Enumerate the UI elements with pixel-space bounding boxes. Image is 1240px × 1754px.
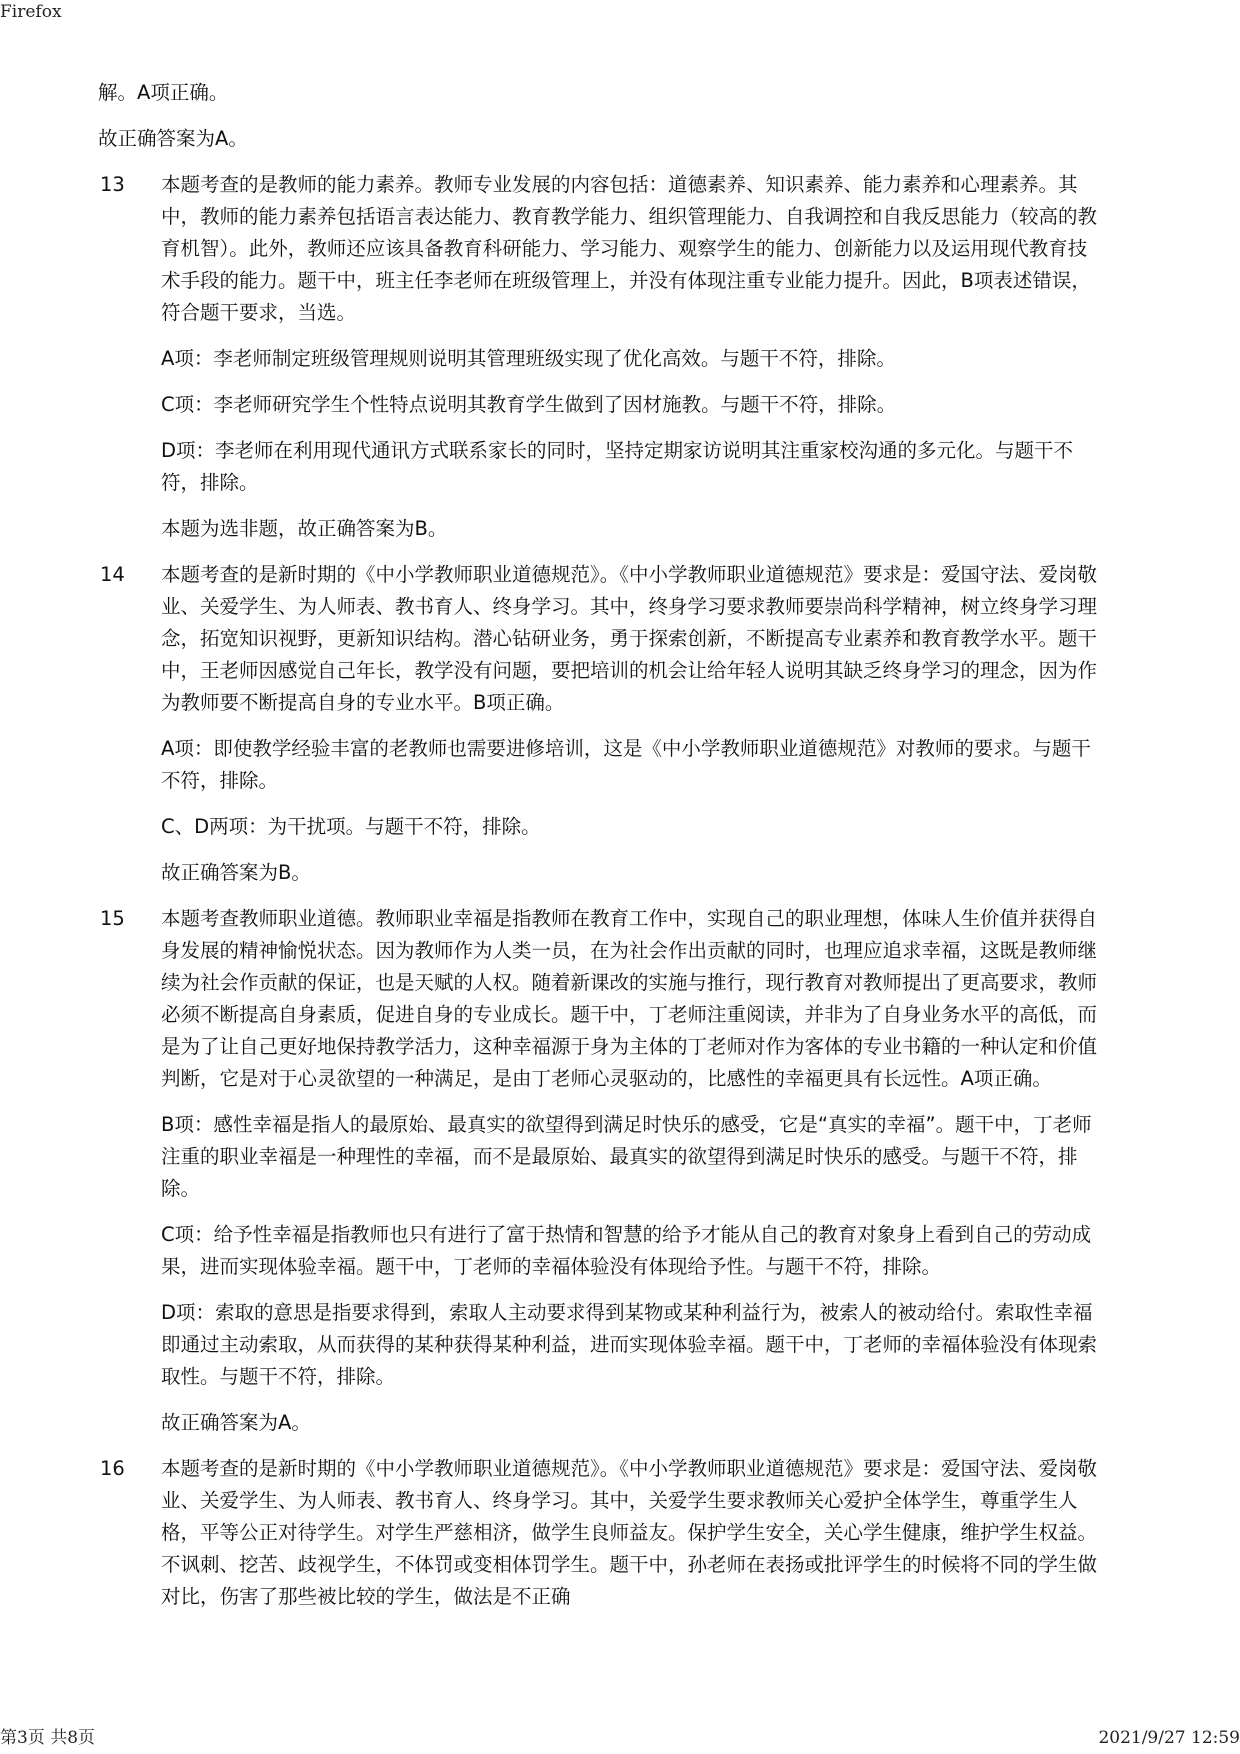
intro-answer: 故正确答案为A。 bbox=[98, 127, 248, 150]
question-number: 15 bbox=[100, 907, 125, 930]
print-timestamp: 2021/9/27 12:59 bbox=[1098, 1728, 1240, 1748]
answer-line: 故正确答案为A。 bbox=[161, 1411, 311, 1434]
page-indicator: 第3页 共8页 bbox=[0, 1728, 96, 1748]
question-15 bbox=[98, 903, 1103, 1439]
intro-line: 解。A项正确。 bbox=[98, 81, 229, 104]
question-number: 14 bbox=[100, 563, 125, 586]
explanation-paragraph: 本题考查的是新时期的《中小学教师职业道德规范》。《中小学教师职业道德规范》要求是：爱国守法、爱岗敬业、关爱学生、为人师表、教书育人、终身学习。其中，终身学习要求教师要崇尚科学精神，树立终身学习理念，拓宽知识视野，更新知识结构。潜心钻研业务，勇于探索创新，不断提高专业素养和教育教学水平。题干中，王老师因感觉自己年长，教学没有问题，要把培训的机会让给年轻人说明其缺乏终身学习的理念，因为作为教师要不断提高自身的专业水平。B项正确。 bbox=[161, 563, 1098, 714]
explanation-paragraph: 本题考查的是教师的能力素养。教师专业发展的内容包括：道德素养、知识素养、能力素养和心理素养。其中，教师的能力素养包括语言表达能力、教育教学能力、组织管理能力、自我调控和自我反思能力（较高的教育机智）。此外，教师还应该具备教育科研能力、学习能力、观察学生的能力、创新能力以及运用现代教育技术手段的能力。题干中，班主任李老师在班级管理上，并没有体现注重专业能力提升。因此，B项表述错误，符合题干要求，当选。 bbox=[161, 173, 1098, 324]
question-14 bbox=[98, 559, 1103, 889]
question-16 bbox=[98, 1453, 1103, 1613]
option-analysis: C、D两项：为干扰项。与题干不符，排除。 bbox=[161, 815, 541, 838]
option-analysis: D项：索取的意思是指要求得到，索取人主动要求得到某物或某种利益行为，被索人的被动给付。索取性幸福即通过主动索取，从而获得的某种获得某种利益，进而实现体验幸福。题干中，丁老师的幸福体验没有体现索取性。与题干不符，排除。 bbox=[161, 1301, 1098, 1388]
option-analysis: D项：李老师在利用现代通讯方式联系家长的同时，坚持定期家访说明其注重家校沟通的多元化。与题干不符，排除。 bbox=[161, 439, 1074, 494]
question-13 bbox=[98, 169, 1103, 545]
answer-line: 故正确答案为B。 bbox=[161, 861, 311, 884]
option-analysis: A项：李老师制定班级管理规则说明其管理班级实现了优化高效。与题干不符，排除。 bbox=[161, 347, 896, 370]
option-analysis: C项：给予性幸福是指教师也只有进行了富于热情和智慧的给予才能从自己的教育对象身上看到自己的劳动成果，进而实现体验幸福。题干中，丁老师的幸福体验没有体现给予性。与题干不符，排除。 bbox=[161, 1223, 1092, 1278]
option-analysis: A项：即使教学经验丰富的老教师也需要进修培训，这是《中小学教师职业道德规范》对教师的要求。与题干不符，排除。 bbox=[161, 737, 1091, 792]
question-number: 16 bbox=[100, 1457, 125, 1480]
explanation-paragraph: 本题考查的是新时期的《中小学教师职业道德规范》。《中小学教师职业道德规范》要求是：爱国守法、爱岗敬业、关爱学生、为人师表、教书育人、终身学习。其中，关爱学生要求教师关心爱护全体学生，尊重学生人格，平等公正对待学生。对学生严慈相济，做学生良师益友。保护学生安全，关心学生健康，维护学生权益。不讽刺、挖苦、歧视学生，不体罚或变相体罚学生。题干中，孙老师在表扬或批评学生的时候将不同的学生做对比，伤害了那些被比较的学生，做法是不正确 bbox=[161, 1457, 1098, 1608]
option-analysis: C项：李老师研究学生个性特点说明其教育学生做到了因材施教。与题干不符，排除。 bbox=[161, 393, 897, 416]
option-analysis: B项：感性幸福是指人的最原始、最真实的欲望得到满足时快乐的感受，它是“真实的幸福”。题干中，丁老师注重的职业幸福是一种理性的幸福，而不是最原始、最真实的欲望得到满足时快乐的感受。与题干不符，排除。 bbox=[161, 1113, 1092, 1200]
document-body bbox=[98, 77, 1103, 1627]
answer-line: 本题为选非题，故正确答案为B。 bbox=[161, 517, 448, 540]
question-number: 13 bbox=[100, 173, 125, 196]
explanation-paragraph: 本题考查教师职业道德。教师职业幸福是指教师在教育工作中，实现自己的职业理想，体味人生价值并获得自身发展的精神愉悦状态。因为教师作为人类一员，在为社会作出贡献的同时，也理应追求幸福，这既是教师继续为社会作贡献的保证，也是天赋的人权。随着新课改的实施与推行，现行教育对教师提出了更高要求，教师必须不断提高自身素质，促进自身的专业成长。题干中，丁老师注重阅读，并非为了自身业务水平的高低，而是为了让自己更好地保持教学活力，这种幸福源于身为主体的丁老师对作为客体的专业书籍的一种认定和价值判断，它是对于心灵欲望的一种满足，是由丁老师心灵驱动的，比感性的幸福更具有长远性。A项正确。 bbox=[161, 907, 1098, 1090]
browser-title: Firefox bbox=[0, 2, 62, 22]
